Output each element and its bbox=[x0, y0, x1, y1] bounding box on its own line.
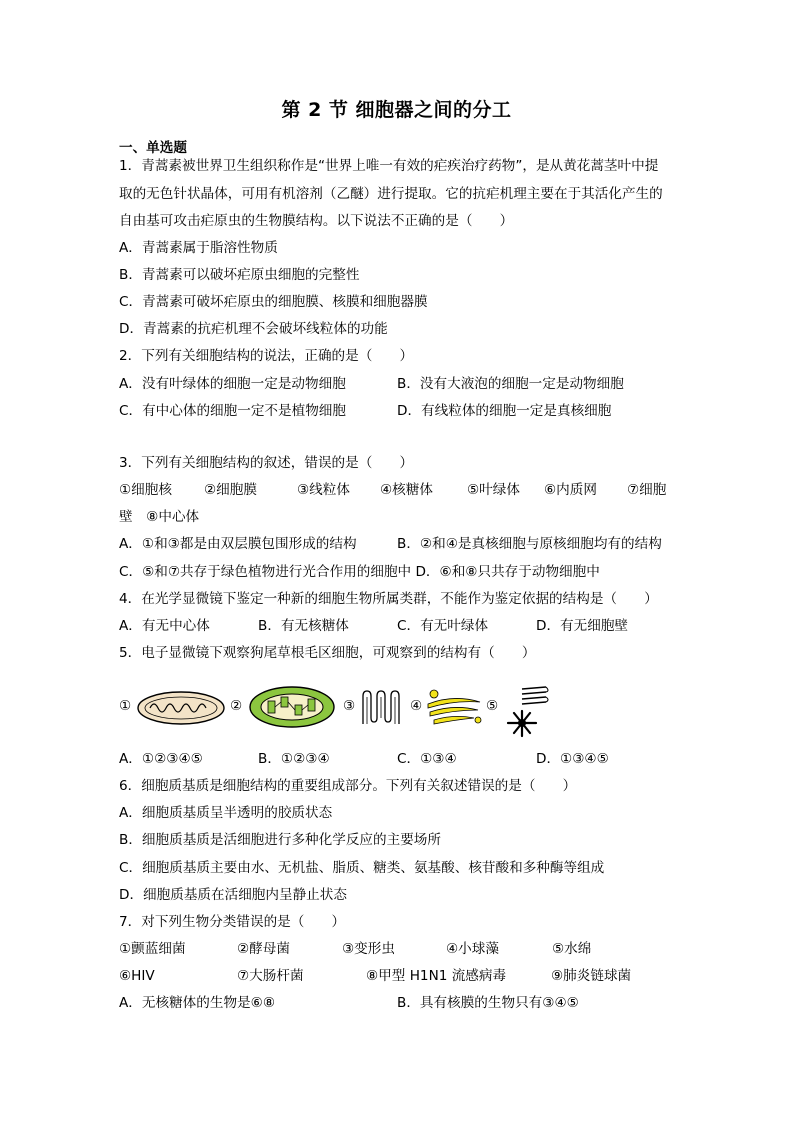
q7-org-1: ①颤蓝细菌 bbox=[119, 941, 186, 957]
q5-fig-label-5: ⑤ bbox=[486, 698, 499, 714]
q3-option-a[interactable]: A．①和③都是由双层膜包围形成的结构 bbox=[119, 536, 357, 552]
q3-item-5: ⑤叶绿体 bbox=[467, 482, 520, 498]
q1-option-c[interactable]: C．青蒿素可破坏疟原虫的细胞膜、核膜和细胞器膜 bbox=[119, 294, 428, 310]
q4-stem: 4．在光学显微镜下鉴定一种新的细胞生物所属类群，不能作为鉴定依据的结构是（ ） bbox=[119, 591, 658, 607]
q2-option-d[interactable]: D．有线粒体的细胞一定是真核细胞 bbox=[397, 403, 612, 419]
q4-option-b[interactable]: B．有无核糖体 bbox=[258, 618, 349, 634]
q1-option-a[interactable]: A．青蒿素属于脂溶性物质 bbox=[119, 240, 278, 256]
q2-option-b[interactable]: B．没有大液泡的细胞一定是动物细胞 bbox=[397, 376, 624, 392]
q4-option-d[interactable]: D．有无细胞壁 bbox=[536, 618, 629, 634]
section-heading: 一、单选题 bbox=[119, 140, 187, 156]
q3-item-6: ⑥内质网 bbox=[544, 482, 597, 498]
q7-org-5: ⑤水绵 bbox=[552, 941, 592, 957]
q6-option-c[interactable]: C．细胞质基质主要由水、无机盐、脂质、糖类、氨基酸、核苷酸和多种酶等组成 bbox=[119, 860, 605, 876]
q5-option-b[interactable]: B．①②③④ bbox=[258, 751, 330, 767]
q3-item-3: ③线粒体 bbox=[297, 482, 350, 498]
q6-option-d[interactable]: D．细胞质基质在活细胞内呈静止状态 bbox=[119, 887, 347, 903]
q1-stem-line3: 自由基可攻击疟原虫的生物膜结构。以下说法不正确的是（ ） bbox=[119, 213, 514, 229]
q3-stem: 3．下列有关细胞结构的叙述，错误的是（ ） bbox=[119, 455, 414, 471]
q5-fig-label-4: ④ bbox=[410, 698, 423, 714]
q3-item-2: ②细胞膜 bbox=[204, 482, 257, 498]
golgi-apparatus-icon bbox=[424, 686, 484, 728]
q7-option-a[interactable]: A．无核糖体的生物是⑥⑧ bbox=[119, 995, 276, 1011]
q6-option-b[interactable]: B．细胞质基质是活细胞进行多种化学反应的主要场所 bbox=[119, 832, 441, 848]
q2-option-c[interactable]: C．有中心体的细胞一定不是植物细胞 bbox=[119, 403, 346, 419]
q7-org-9: ⑨肺炎链球菌 bbox=[551, 968, 632, 984]
page-title: 第 2 节 细胞器之间的分工 bbox=[281, 99, 512, 121]
q3-option-cd[interactable]: C．⑤和⑦共存于绿色植物进行光合作用的细胞中 D．⑥和⑧只共存于动物细胞中 bbox=[119, 564, 600, 580]
q1-stem-line2: 取的无色针状晶体，可用有机溶剂（乙醚）进行提取。它的抗疟机理主要在于其活化产生的 bbox=[119, 186, 663, 202]
q3-item-line2: 壁 ⑧中心体 bbox=[119, 509, 200, 525]
q3-option-b[interactable]: B．②和④是真核细胞与原核细胞均有的结构 bbox=[397, 536, 662, 552]
q5-fig-label-3: ③ bbox=[343, 698, 356, 714]
q1-stem-line1: 1．青蒿素被世界卫生组织称作是“世界上唯一有效的疟疾治疗药物”，是从黄花蒿茎叶中提 bbox=[119, 158, 659, 174]
q5-fig-label-2: ② bbox=[230, 698, 243, 714]
chloroplast-icon bbox=[248, 685, 336, 729]
q7-org-6: ⑥HIV bbox=[119, 968, 155, 984]
q3-item-7: ⑦细胞 bbox=[627, 482, 667, 498]
q5-fig-label-1: ① bbox=[119, 698, 132, 714]
centrosome-icon bbox=[500, 683, 560, 739]
q5-option-a[interactable]: A．①②③④⑤ bbox=[119, 751, 203, 767]
q7-org-7: ⑦大肠杆菌 bbox=[237, 968, 304, 984]
q6-option-a[interactable]: A．细胞质基质呈半透明的胶质状态 bbox=[119, 805, 333, 821]
q5-stem: 5．电子显微镜下观察狗尾草根毛区细胞，可观察到的结构有（ ） bbox=[119, 645, 536, 661]
q3-item-4: ④核糖体 bbox=[380, 482, 433, 498]
q2-stem: 2．下列有关细胞结构的说法，正确的是（ ） bbox=[119, 348, 414, 364]
q4-option-c[interactable]: C．有无叶绿体 bbox=[397, 618, 489, 634]
q7-stem: 7．对下列生物分类错误的是（ ） bbox=[119, 914, 346, 930]
q5-option-c[interactable]: C．①③④ bbox=[397, 751, 457, 767]
q6-stem: 6．细胞质基质是细胞结构的重要组成部分。下列有关叙述错误的是（ ） bbox=[119, 778, 577, 794]
q1-option-b[interactable]: B．青蒿素可以破坏疟原虫细胞的完整性 bbox=[119, 267, 360, 283]
q2-option-a[interactable]: A．没有叶绿体的细胞一定是动物细胞 bbox=[119, 376, 346, 392]
q7-org-8: ⑧甲型 H1N1 流感病毒 bbox=[366, 968, 507, 984]
endoplasmic-reticulum-icon bbox=[360, 688, 402, 728]
q7-org-4: ④小球藻 bbox=[446, 941, 499, 957]
q7-org-2: ②酵母菌 bbox=[237, 941, 290, 957]
q7-org-3: ③变形虫 bbox=[342, 941, 395, 957]
q1-option-d[interactable]: D．青蒿素的抗疟机理不会破坏线粒体的功能 bbox=[119, 321, 388, 337]
q5-option-d[interactable]: D．①③④⑤ bbox=[536, 751, 609, 767]
q3-item-1: ①细胞核 bbox=[119, 482, 172, 498]
q7-option-b[interactable]: B．具有核膜的生物只有③④⑤ bbox=[397, 995, 579, 1011]
q4-option-a[interactable]: A．有无中心体 bbox=[119, 618, 210, 634]
mitochondrion-icon bbox=[136, 690, 226, 726]
